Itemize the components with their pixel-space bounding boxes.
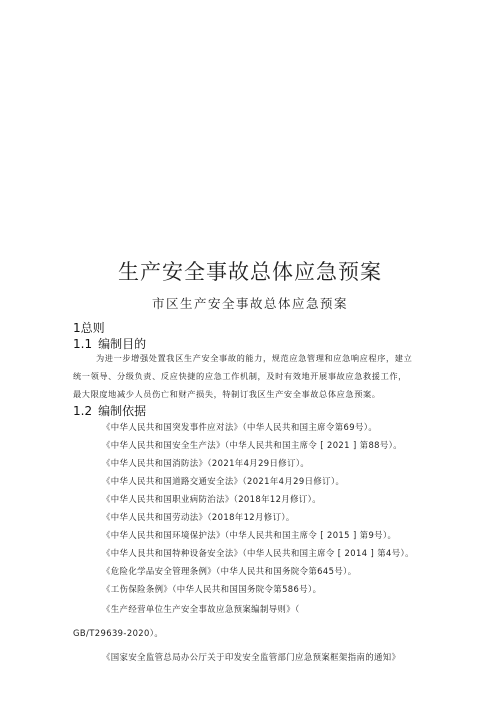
reference-item: 《危险化学品安全管理条例》（中华人民共和国务院令第645号）。: [102, 566, 357, 576]
paragraph-line: 为进一步增强处置我区生产安全事故的能力，规范应急管理和应急响应程序，建立: [96, 353, 413, 363]
reference-item: 《中华人民共和国职业病防治法》（2018年12月修订）。: [102, 494, 322, 504]
paragraph-line: 最大限度地减少人员伤亡和财产损失，特制订我区生产安全事故总体应急预案。: [73, 389, 381, 399]
section-heading-general: [73, 319, 105, 336]
document-subtitle: 市区生产安全事故总体应急预案: [151, 296, 348, 311]
reference-item: 《中华人民共和国消防法》（2021年4月29日修订）。: [102, 458, 310, 468]
reference-item: 《工伤保险条例》（中华人民共和国国务院令第586号）。: [102, 584, 322, 594]
section-heading-purpose: [73, 335, 146, 352]
section-number: 1: [73, 321, 81, 335]
reference-item: 《国家安全监管总局办公厅关于印发安全监管部门应急预案框架指南的通知》: [102, 652, 401, 662]
reference-item: 《中华人民共和国环境保护法》（中华人民共和国主席令 [ 2015 ] 第9号）。: [102, 530, 397, 540]
reference-item: 《中华人民共和国劳动法》（2018年12月修订）。: [102, 512, 295, 522]
document-title: 生产安全事故总体应急预案: [118, 260, 382, 284]
reference-item: 《中华人民共和国道路交通安全法》（2021年4月29日修订）。: [102, 476, 345, 486]
reference-item: 《生产经营单位生产安全事故应急预案编制导则》（: [102, 604, 300, 614]
section-label: 总则: [80, 321, 105, 335]
section-number: 1.2: [73, 404, 93, 418]
section-number: 1.1: [73, 337, 93, 351]
reference-item-continuation: GB/T29639-2020）。: [73, 628, 164, 638]
section-label: 编制目的: [98, 337, 147, 351]
reference-item: 《中华人艮共和国特种设备安全法》（中华人民共和国主席令 [ 2014 ] 第4号）。: [102, 548, 414, 558]
section-heading-basis: [73, 402, 146, 419]
reference-item: 《中华人民共和国突发事件应对法》（中华人民共和国主席令第69号）。: [102, 422, 378, 432]
paragraph-line: 统一领导、分级负责、反应快捷的应急工作机制，及时有效地开展事故应急救援工作，: [73, 371, 407, 381]
reference-item: 《中华人民共和国安全生产法》（中华人民共和国主席令 [ 2021 ] 第88号）。: [102, 440, 403, 450]
section-label: 编制依据: [98, 404, 147, 418]
